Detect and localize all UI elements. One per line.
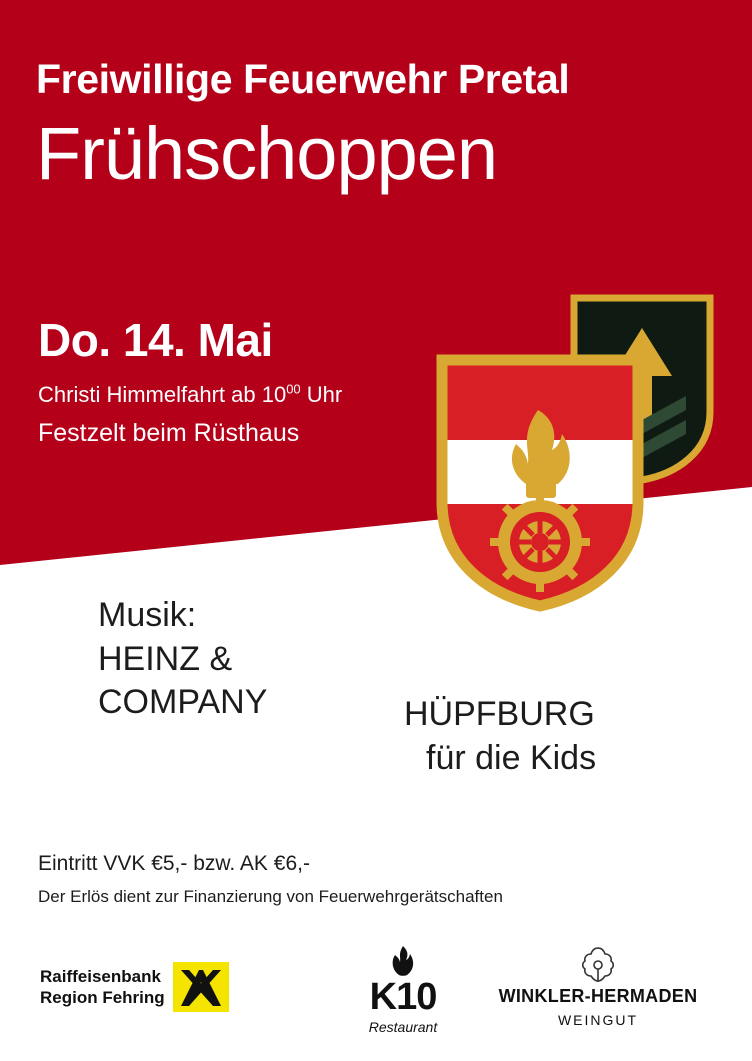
sponsor-winkler-subtitle: WEINGUT [557, 1012, 639, 1028]
event-title: Frühschoppen [36, 112, 498, 196]
organization-title: Freiwillige Feuerwehr Pretal [36, 56, 570, 102]
crest-icon [577, 946, 619, 984]
fire-brigade-shield-icon [434, 352, 646, 614]
flame-icon [390, 946, 416, 978]
music-label: Musik: [98, 596, 197, 634]
event-date-block [38, 315, 438, 450]
music-block [98, 594, 267, 725]
kids-attraction-block [404, 692, 596, 780]
sponsor-winkler-hermaden [482, 942, 714, 1048]
sponsor-row [0, 940, 752, 1050]
sponsor-winkler-name: WINKLER-HERMADEN [498, 986, 698, 1006]
admission-block [38, 848, 503, 909]
music-band-line2: COMPANY [98, 683, 268, 722]
event-location: Festzelt beim Rüsthaus [38, 419, 300, 448]
poster-headline [36, 58, 736, 194]
event-date: Do. 14. Mai [38, 314, 273, 366]
kids-attraction-subtitle: für die Kids [426, 739, 597, 778]
sponsor-raiffeisenbank-text [40, 966, 165, 1009]
event-time-suffix: Uhr [300, 381, 343, 407]
sponsor-k10-subtitle: Restaurant [368, 1019, 438, 1035]
event-time-minutes: 00 [286, 381, 301, 397]
kids-attraction-title: HÜPFBURG [404, 695, 595, 733]
sponsor-k10 [338, 946, 468, 1035]
sponsor-raiffeisenbank-line2: Region Fehring [40, 988, 165, 1007]
admission-price: Eintritt VVK €5,- bzw. AK €6,- [38, 852, 310, 875]
sponsor-raiffeisenbank [40, 962, 229, 1012]
sponsor-raiffeisenbank-line1: Raiffeisenbank [40, 966, 161, 986]
event-time-prefix: Christi Himmelfahrt ab 10 [38, 381, 287, 407]
sponsor-k10-name: K10 [369, 976, 437, 1018]
proceeds-note: Der Erlös dient zur Finanzierung von Feuerwehrgerätschaften [38, 886, 503, 906]
event-time-line [38, 380, 438, 410]
music-band-line1: HEINZ & [98, 639, 233, 678]
raiffeisen-gable-cross-icon [173, 962, 229, 1012]
